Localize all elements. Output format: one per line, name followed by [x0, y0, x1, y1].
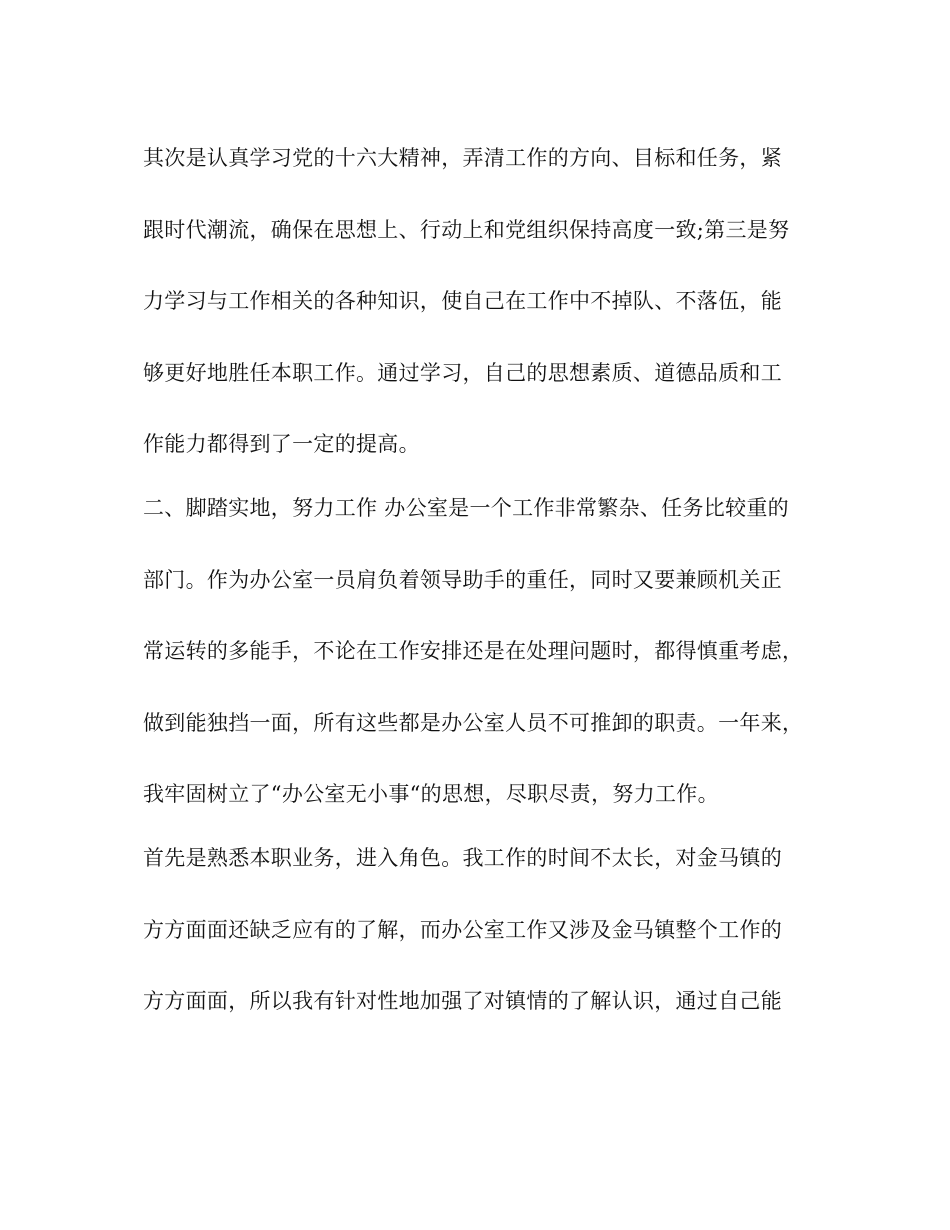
text-line: 我牢固树立了“办公室无小事“的思想，尽职尽责，努力工作。	[143, 782, 719, 806]
text-line: 力学习与工作相关的各种知识，使自己在工作中不掉队、不落伍，能	[143, 289, 782, 313]
text-line: 方方面面还缺乏应有的了解，而办公室工作又涉及金马镇整个工作的	[143, 918, 782, 942]
text-line: 方方面面，所以我有针对性地加强了对镇情的了解认识，通过自己能	[143, 989, 782, 1013]
section-heading-line: 二、脚踏实地，努力工作 办公室是一个工作非常繁杂、任务比较重的	[143, 496, 789, 520]
text-line: 常运转的多能手，不论在工作安排还是在处理问题时，都得慎重考虑，	[143, 639, 804, 663]
text-line: 部门。作为办公室一员肩负着领导助手的重任，同时又要兼顾机关正	[143, 568, 782, 592]
text-line: 做到能独挡一面，所有这些都是办公室人员不可推卸的职责。一年来，	[143, 711, 804, 735]
text-line: 其次是认真学习党的十六大精神，弄清工作的方向、目标和任务，紧	[143, 146, 782, 170]
text-line: 跟时代潮流，确保在思想上、行动上和党组织保持高度一致;第三是努	[143, 218, 790, 242]
text-line: 作能力都得到了一定的提高。	[143, 432, 420, 456]
paragraph-start-line: 首先是熟悉本职业务，进入角色。我工作的时间不太长，对金马镇的	[143, 846, 782, 870]
text-line: 够更好地胜任本职工作。通过学习，自己的思想素质、道德品质和工	[143, 361, 782, 385]
